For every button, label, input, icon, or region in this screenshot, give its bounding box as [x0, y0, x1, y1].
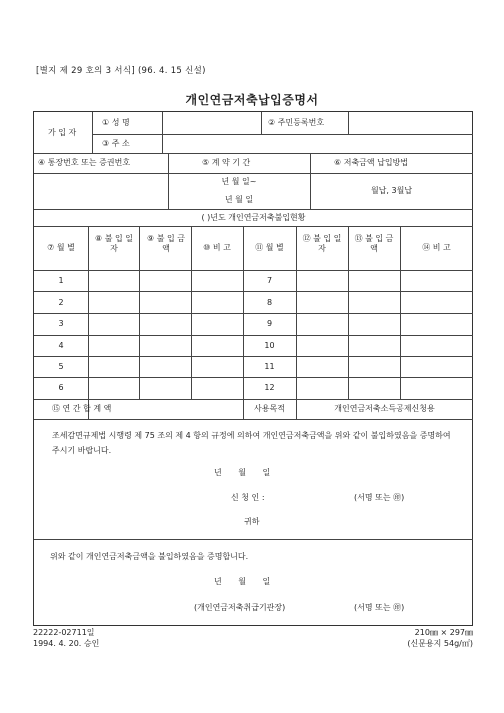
remarks-header: ⑭ 비 고 [422, 243, 451, 252]
account-number-label: ④ 통장번호 또는 증권번호 [38, 158, 131, 167]
form-code: 22222-02711일 [33, 628, 95, 637]
payment-date-header: ⑧ 불 입 일 자 [95, 234, 133, 253]
payment-method-value: 월납, 3월납 [370, 186, 413, 195]
purpose-value: 개인연금저축소득공제신청용 [334, 404, 435, 413]
row-line [34, 539, 473, 540]
applicant-signature: (서명 또는 ㊞) [354, 493, 405, 502]
row-line [34, 377, 473, 378]
contract-period-label: ⑤ 계 약 기 간 [202, 158, 251, 167]
payment-method-label: ⑥ 저축금액 납입방법 [334, 158, 409, 167]
col-line [162, 112, 163, 153]
certificate-form [33, 111, 473, 626]
col-line [348, 112, 349, 134]
document-title: 개인연금저축납입증명서 [185, 93, 319, 107]
month-cell: 10 [264, 341, 275, 350]
col-line [296, 226, 297, 419]
col-line [88, 226, 89, 419]
month-cell: 3 [58, 319, 64, 328]
rrn-label: ② 주민등록번호 [268, 118, 325, 127]
month-header: ⑪ 월 별 [255, 243, 284, 252]
col-line [348, 226, 349, 399]
col-line [310, 153, 311, 209]
payment-date-header: ⑫ 불 입 일 자 [302, 234, 342, 253]
month-cell: 11 [264, 362, 275, 371]
certification-date: 년 월 일 [214, 577, 271, 586]
paper-size: 210㎜ × 297㎜ [414, 628, 473, 637]
month-cell: 6 [58, 383, 64, 392]
col-line [261, 112, 262, 134]
period-to: 년 월 일 [224, 195, 254, 204]
address-label: ③ 주 소 [102, 139, 130, 148]
form-reference: [별지 제 29 호의 3 서식] (96. 4. 15 신설) [36, 66, 206, 76]
payment-amount-header: ⑬ 불 입 금 액 [354, 234, 394, 253]
purpose-label: 사용목적 [254, 404, 285, 413]
row-line [34, 291, 473, 292]
month-header: ⑦ 월 별 [47, 243, 75, 252]
month-cell: 2 [58, 298, 64, 307]
row-line [92, 134, 473, 135]
annual-total-label: ⑮ 연 간 합 계 액 [52, 404, 112, 413]
row-line [34, 270, 473, 271]
applicant-label: 신 청 인 : [231, 493, 265, 502]
row-line [34, 226, 473, 227]
certification-text: 위와 같이 개인연금저축금액을 불입하였음을 증명합니다. [50, 552, 249, 561]
request-text: 조세감면규제법 시행령 제 75 조의 제 4 항의 규정에 의하여 개인연금저축금액을 위와 같이 불입하였음을 증명하여 주시기 바랍니다. [52, 431, 451, 455]
month-cell: 9 [266, 319, 273, 328]
month-cell: 4 [58, 341, 64, 350]
paper-spec: (신문용지 54g/㎡) [407, 639, 473, 648]
col-line [92, 112, 93, 153]
issuer-label: (개인연금저축취급기관장) [194, 603, 286, 612]
payment-amount-header: ⑨ 불 입 금 액 [147, 234, 185, 253]
row-line [34, 153, 473, 154]
recipient-label: 귀하 [244, 517, 260, 526]
col-line [139, 226, 140, 399]
approval-date: 1994. 4. 20. 승인 [33, 639, 100, 648]
row-line [34, 313, 473, 314]
month-cell: 12 [264, 383, 275, 392]
row-line [34, 209, 473, 210]
row-line [34, 399, 473, 400]
name-label: ① 성 명 [102, 118, 130, 127]
period-from: 년 월 일~ [221, 177, 257, 186]
month-cell: 8 [266, 298, 273, 307]
payment-status-title: ( )년도 개인연금저축불입현황 [201, 213, 306, 222]
subscriber-label: 가 입 자 [48, 128, 77, 137]
row-line [34, 173, 473, 174]
remarks-header: ⑩ 비 고 [203, 243, 231, 252]
month-cell: 7 [266, 276, 273, 285]
row-line [34, 356, 473, 357]
row-line [34, 335, 473, 336]
month-cell: 1 [58, 276, 64, 285]
month-cell: 5 [58, 362, 64, 371]
issuer-signature: (서명 또는 ㊞) [354, 603, 405, 612]
row-line [34, 419, 473, 420]
request-date: 년 월 일 [214, 468, 271, 477]
